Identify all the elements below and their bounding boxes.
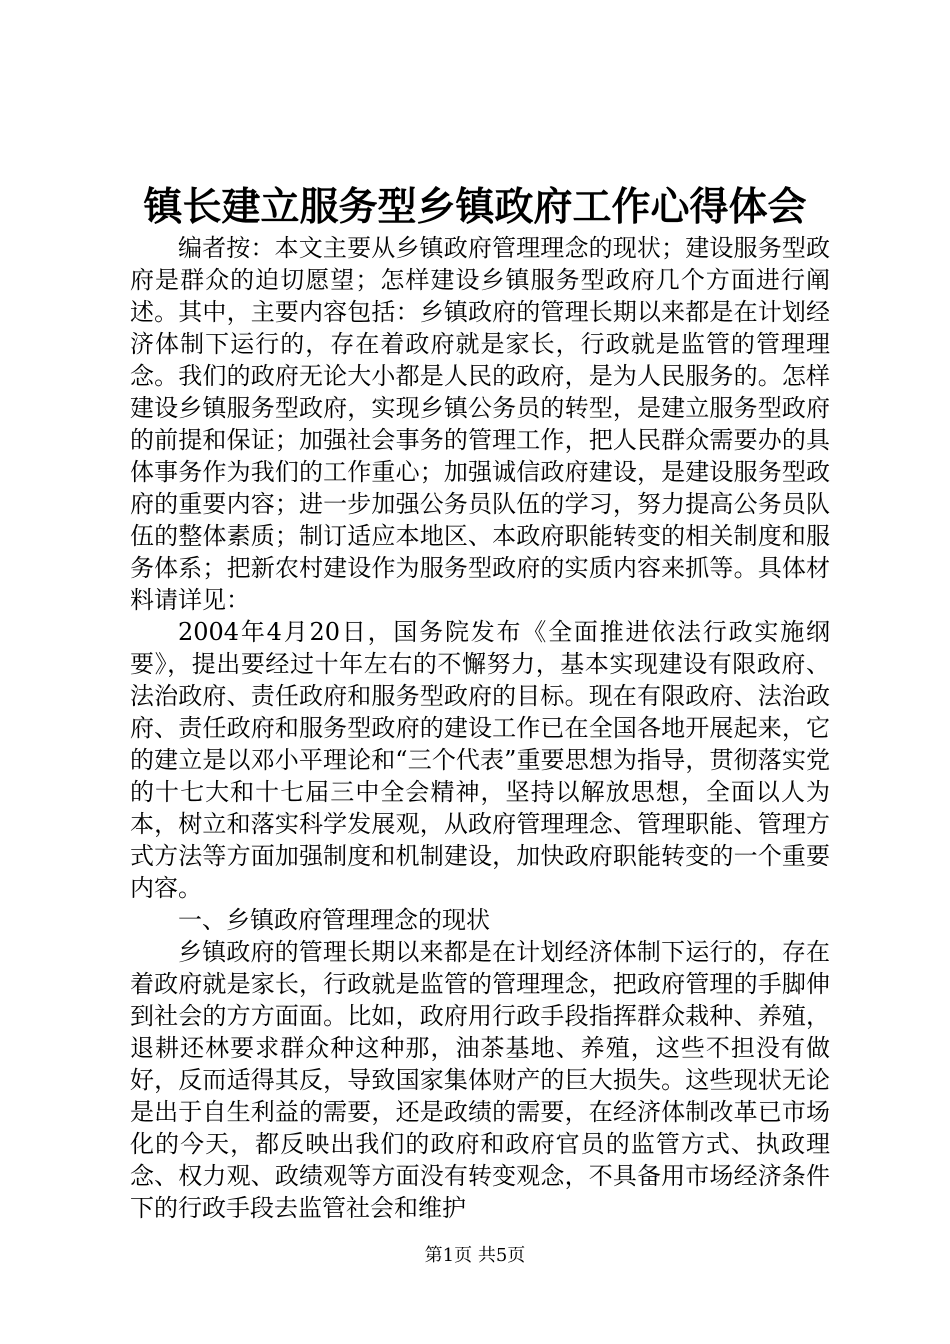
section-paragraph: 乡镇政府的管理长期以来都是在计划经济体制下运行的，存在着政府就是家长，行政就是监管的管理理念，把政府管理的手脚伸到社会的方方面面。比如，政府用行政手段指挥群众栽种、养殖，退耕还林要求群众种这种那，油茶基地、养殖，这些不担没有做好，反而适得其反，导致国家集体财产的巨大损失。这些现状无论是出于自生利益的需要，还是政绩的需要，在经济体制改革已市场化的今天，都反映出我们的政府和政府官员的监管方式、执政理念、权力观、政绩观等方面没有转变观念，不具备用市场经济条件下的行政手段去监管社会和维护: [130, 938, 830, 1222]
editor-note-paragraph: 编者按：本文主要从乡镇政府管理理念的现状；建设服务型政府是群众的迫切愿望；怎样建设乡镇服务型政府几个方面进行阐述。其中，主要内容包括：乡镇政府的管理长期以来都是在计划经济体制下运行的，存在着政府就是家长，行政就是监管的管理理念。我们的政府无论大小都是人民的政府，是为人民服务的。怎样建设乡镇服务型政府，实现乡镇公务员的转型，是建立服务型政府的前提和保证；加强社会事务的管理工作，把人民群众需要办的具体事务作为我们的工作重心；加强诚信政府建设，是建设服务型政府的重要内容；进一步加强公务员队伍的学习，努力提高公务员队伍的整体素质；制订适应本地区、本政府职能转变的相关制度和服务体系；把新农村建设作为服务型政府的实质内容来抓等。具体材料请详见：: [130, 234, 830, 614]
intro-paragraph: 2004年4月20日，国务院发布《全面推进依法行政实施纲要》，提出要经过十年左右的不懈努力，基本实现建设有限政府、法治政府、责任政府和服务型政府的目标。现在有限政府、法治政府、责任政府和服务型政府的建设工作已在全国各地开展起来，它的建立是以邓小平理论和“三个代表”重要思想为指导，贯彻落实党的十七大和十七届三中全会精神，坚持以解放思想，全面以人为本，树立和落实科学发展观，从政府管理理念、管理职能、管理方式方法等方面加强制度和机制建设，加快政府职能转变的一个重要内容。: [130, 618, 830, 902]
section-heading: 一、乡镇政府管理理念的现状: [178, 906, 490, 934]
document-title: 镇长建立服务型乡镇政府工作心得体会: [143, 184, 807, 230]
document-body: [130, 232, 830, 1224]
page-footer: 第1页 共5页: [424, 1245, 526, 1266]
